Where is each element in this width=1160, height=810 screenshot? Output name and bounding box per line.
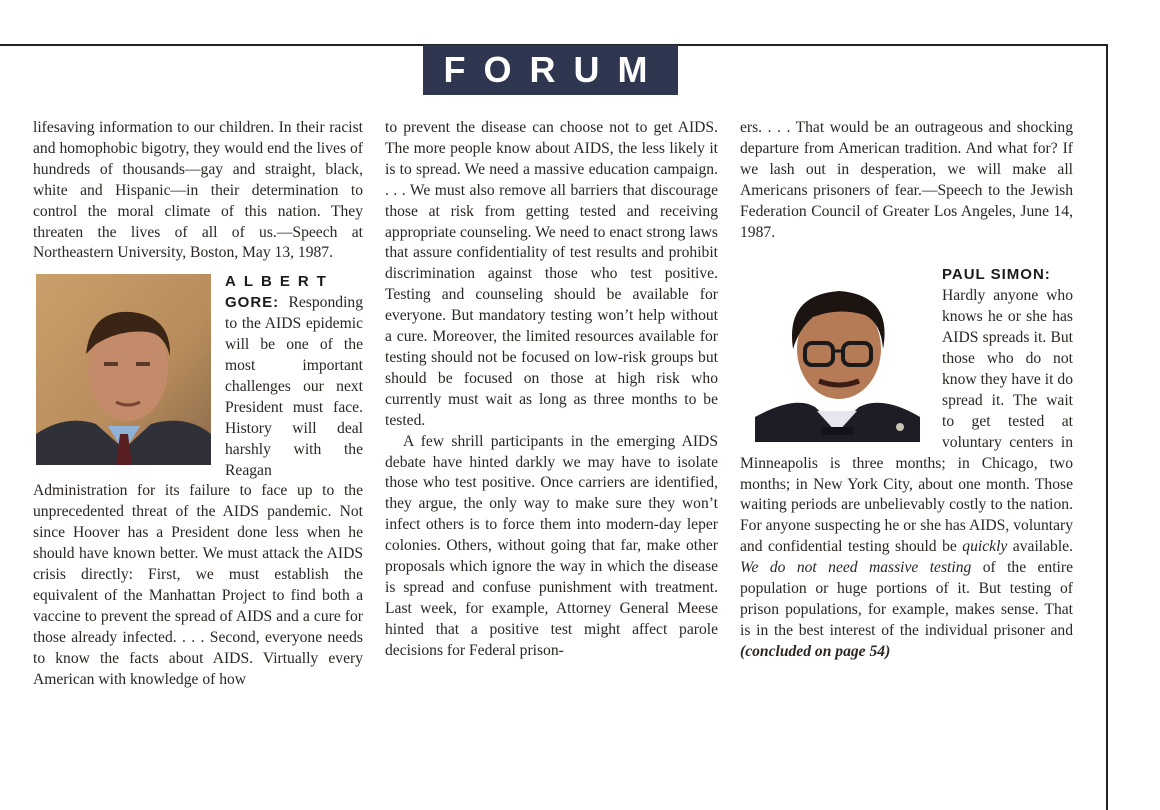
column-1-paragraph-2: Responding to the AIDS epidemic will be one of the most important challenges our next President must face. History will deal harshly with the Reagan Administration for its failure to face up to the unprecedented threat of the AIDS pandemic. Not since Hoover has a President done less when he should have known better. We must attack the AIDS crisis directly: First, we must establish the equivalent of the Manhattan Project to find both a vaccine to prevent the spread of AIDS and a cure for those already infected. . . . Second, everyone needs to know the facts about AIDS. Virtually every American with knowledge of how [33,294,363,688]
column-3-paragraph-1: ers. . . . That would be an outrageous and shocking departure from American tradition. And what for? If we lash out in desperation, we will make all Americans prisoners of fear.—Speech to the Jewish Federation Council of Greater Los Angeles, June 14, 1987. [740,119,1073,241]
column-3-paragraph-2b: available. [1007,538,1073,556]
column-1-paragraph-1: lifesaving information to our children. In their racist and homophobic bigotry, they would end the lives of hundreds of thousands—gay and straight, black, white and Hispanic—in their determination to control the moral climate of this nation. They threaten the lives of all of us.—Speech at Northeastern University, Boston, May 13, 1987. [33,119,363,262]
emphasis-quickly: quickly [962,538,1008,556]
forum-banner: FORUM [423,45,678,95]
column-3-paragraph-2a: Hardly anyone who knows he or she has AIDS spreads it. But those who do not know they have it do spread it. The wait to get tested at voluntary centers in Minneapolis is three months; in Chicago, two months; in New York City, about one month. Those waiting periods are unbelievably costly to the nation. For anyone suspecting he or she has AIDS, voluntary and confidential testing should be [740,287,1073,556]
portrait-simon-image [755,277,920,442]
speaker-paul-simon: PAUL SIMON: [942,266,1051,284]
column-2-paragraph-2: A few shrill participants in the emerging AIDS debate have hinted darkly we may have to isolate those who test positive. Once carriers are identified, they argue, the only way to make sure they won’t infect others is to force them into modern-day leper colonies. Others, without going that far, make other proposals which ignore the way in which the disease is spread and confuse punishment with treatment. Last week, for example, Attorney General Meese hinted that a positive test might affect parole decisions for Federal prison- [385,432,718,659]
emphasis-massive-testing: We do not need massive testing [740,559,972,577]
page-frame-right [1106,44,1108,810]
column-2-paragraph-1: to prevent the disease can choose not to get AIDS. The more people know about AIDS, the less likely it is to spread. We need a massive education campaign. . . . We must also remove all barriers that discourage those at risk from getting tested and receiving appropriate counseling. We need to enact strong laws that assure confidentiality of test results and prohibit discrimination against those who test positive. Testing and counseling should be available for everyone. But mandatory testing won’t help without a cure. Moreover, the limited resources available for testing should not be focused on low-risk groups but should be focused on those at high risk who currently must wait as long as three months to be tested. [385,119,718,429]
portrait-gore-image [36,274,211,465]
column-1 [33,118,363,690]
speaker-albert-gore-last: GORE: [225,294,280,312]
speaker-albert-gore-first: ALBERT [225,273,334,291]
continued-on-page-link[interactable]: (concluded on page 54) [740,642,891,660]
column-3-paragraph-2c: of the entire population or huge portions of it. But testing of prison populations, for example, makes sense. That is in the best interest of the individual prisoner and [740,559,1073,639]
albert-gore-photo [36,274,211,465]
column-3 [740,118,1073,663]
column-2 [385,118,718,662]
paul-simon-photo [755,277,920,442]
